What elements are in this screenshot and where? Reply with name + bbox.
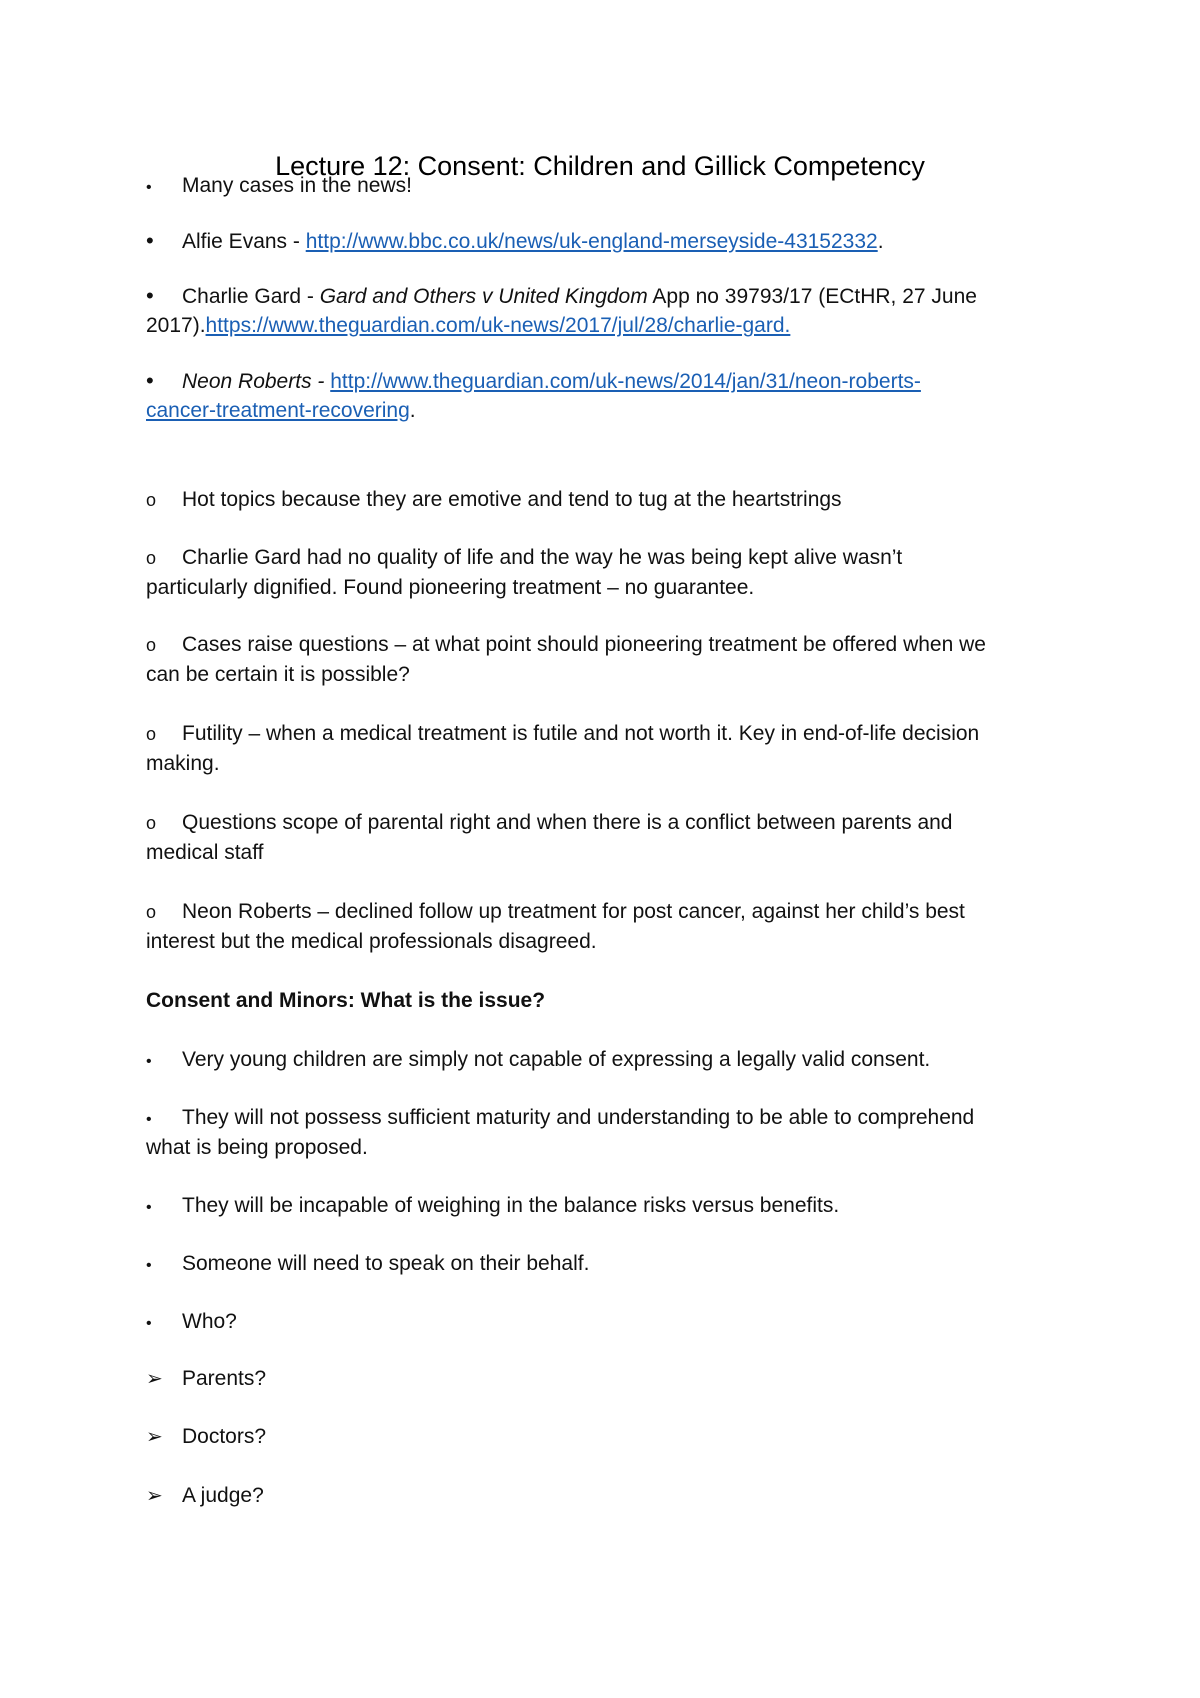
circle-marker: o xyxy=(146,902,157,922)
bullet-marker: • xyxy=(146,179,152,196)
bullet-marker: • xyxy=(146,228,154,253)
charlie-gard-link[interactable]: https://www.theguardian.com/uk-news/2017/jul/28/charlie-gard. xyxy=(205,314,791,337)
bullet-marker: • xyxy=(146,1199,152,1216)
neon-roberts-link[interactable]: http://www.theguardian.com/uk-news/2014/jan/31/neon-roberts- xyxy=(330,370,921,393)
list-item: • Neon Roberts - http://www.theguardian.com/uk-news/2014/jan/31/neon-roberts- cancer-treatment-recovering. xyxy=(146,368,921,422)
arrow-bullet-icon: ➢ xyxy=(146,1485,163,1507)
bullet-marker: • xyxy=(146,1053,152,1070)
list-item: • Very young children are simply not capable of expressing a legally valid consent. xyxy=(146,1045,1066,1075)
bullet-marker: • xyxy=(146,1315,152,1332)
circle-marker: o xyxy=(146,724,157,744)
bullet-marker: • xyxy=(146,1257,152,1274)
list-item: • Alfie Evans - http://www.bbc.co.uk/news/uk-england-merseyside-43152332. xyxy=(146,226,1066,256)
list-item: • Who? xyxy=(146,1307,1066,1337)
alfie-evans-link[interactable]: http://www.bbc.co.uk/news/uk-england-merseyside-43152332 xyxy=(305,230,878,253)
list-item: o Cases raise questions – at what point should pioneering treatment be offered when we can be certain it is possible? xyxy=(146,630,1066,690)
page-title: Lecture 12: Consent: Children and Gillick Competency xyxy=(275,151,925,181)
bullet-marker: • xyxy=(146,1111,152,1128)
list-item: ➢ A judge? xyxy=(146,1481,1066,1511)
arrow-bullet-icon: ➢ xyxy=(146,1368,163,1390)
neon-roberts-link-continued[interactable]: cancer-treatment-recovering xyxy=(146,399,410,422)
bullet-marker: • xyxy=(146,368,154,393)
list-item: • They will be incapable of weighing in the balance risks versus benefits. xyxy=(146,1191,1066,1221)
circle-marker: o xyxy=(146,548,157,568)
list-item: ➢ Doctors? xyxy=(146,1422,1066,1452)
arrow-bullet-icon: ➢ xyxy=(146,1426,163,1448)
bullet-marker: • xyxy=(146,283,154,308)
circle-marker: o xyxy=(146,813,157,833)
section-heading: Consent and Minors: What is the issue? xyxy=(146,989,546,1012)
list-item: o Hot topics because they are emotive and tend to tug at the heartstrings xyxy=(146,485,1066,515)
list-item: o Neon Roberts – declined follow up treatment for post cancer, against her child’s best interest but the medical professionals disagreed. xyxy=(146,897,1066,957)
list-item: • Charlie Gard - Gard and Others v United Kingdom App no 39793/17 (ECtHR, 27 June 2017).https://www.theguardian.com/uk-news/2017/jul/28/charlie-gard. xyxy=(146,283,977,337)
list-item: ➢ Parents? xyxy=(146,1364,1066,1394)
circle-marker: o xyxy=(146,490,157,510)
list-item: • Many cases in the news! xyxy=(146,171,1066,201)
list-item: • Someone will need to speak on their behalf. xyxy=(146,1249,1066,1279)
list-item: o Futility – when a medical treatment is futile and not worth it. Key in end-of-life decision making. xyxy=(146,719,1066,779)
list-item: o Charlie Gard had no quality of life and the way he was being kept alive wasn’t particularly dignified. Found pioneering treatment – no guarantee. xyxy=(146,543,1066,603)
list-item: • They will not possess sufficient maturity and understanding to be able to comprehend what is being proposed. xyxy=(146,1106,975,1159)
list-item: o Questions scope of parental right and when there is a conflict between parents and medical staff xyxy=(146,808,1066,868)
circle-marker: o xyxy=(146,635,157,655)
